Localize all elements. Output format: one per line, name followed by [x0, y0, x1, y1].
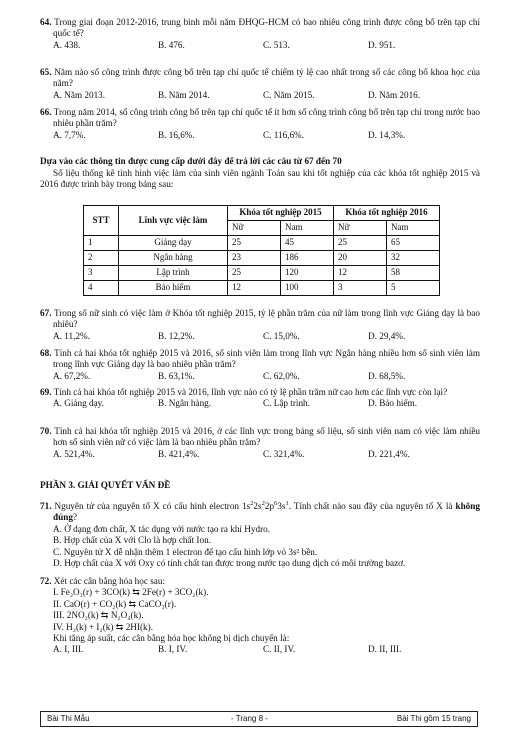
page-footer — [40, 711, 478, 727]
question-70: 70. Tính cả hai khóa tốt nghiệp 2015 và 2016, ở các lĩnh vực trong bảng số liệu, số sinh viên nam có việc làm nhiều hơn số sinh viên nữ có việc làm là bao nhiêu phần trăm? A. 521,4%. B. 421,4%. C. 321,4%. D. 221,4%. — [40, 426, 481, 459]
question-69: 69. Tính cả hai khóa tốt nghiệp 2015 và 2016, lĩnh vực nào có tỷ lệ phần trăm nữ cao hơn các lĩnh vực còn lại? A. Giảng dạy. B. Ngân hàng. C. Lập trình. D. Bảo hiểm. — [40, 387, 448, 409]
footer-right: Bài Thi gồm 15 trang — [396, 714, 471, 723]
table-row: 1 Giảng dạy 25 45 25 65 — [84, 236, 440, 251]
question-64: 64. Trong giai đoạn 2012-2016, trung bình mỗi năm ĐHQG-HCM có bao nhiêu công trình được công bố trên tạp chí quốc tế? A. 438. B. 476. C. 513. D. 951. — [40, 17, 480, 50]
section-intro: Số liệu thống kê tình hình việc làm của sinh viên ngành Toán sau khi tốt nghiệp của các khóa tốt nghiệp 2015 và 2016 được trình bày trong bảng sau: — [40, 168, 480, 190]
employment-table: STT Lĩnh vực việc làm Khóa tốt nghiệp 2015 Khóa tốt nghiệp 2016 Nữ Nam Nữ Nam 1 Giảng dạy 25 45 25 65 2 Ngân hàng 23 186 20 32 3 Lập trình 25 120 12 58 4 Bảo hiểm 12 100 3 5 — [83, 205, 440, 296]
footer-page-number: - Trang 8 - — [231, 714, 268, 723]
table-row: 3 Lập trình 25 120 12 58 — [84, 266, 440, 281]
part3-heading: PHẦN 3. GIẢI QUYẾT VẤN ĐỀ — [40, 480, 171, 490]
question-72: 72. Xét các cân bằng hóa học sau: I. Fe₂O₃(r) + 3CO(k) ⇆ 2Fe(r) + 3CO₂(k). II. CaO(r) + CO₂(k) ⇆ CaCO₃(r). III. 2NO₂(k) ⇆ N₂O₄(k). IV. H₂(k) + I₂(k) ⇆ 2HI(k). Khi tăng áp suất, các cân bằng hóa học không bị dịch chuyển là: A. I, III. B. I, IV. C. II, IV. D. II, III. — [40, 576, 402, 655]
question-71: 71. Nguyên tử của nguyên tố X có cấu hình electron $1s^22s^22p^63s^1$. Tính chất nào sau đây của nguyên tố X là không đúng? A. Ở dạng đơn chất, X tác dụng với nước tạo ra khí Hydro. B. Hợp chất của X với Clo là hợp chất Ion. C. Nguyên tử X dễ nhận thêm 1 electron để tạo cấu hình lớp vỏ 3s² bền. D. Hợp chất của X với Oxy có tính chất tan được trong nước tạo dung dịch có môi trường bazơ. — [40, 500, 480, 569]
footer-left: Bài Thi Mẫu — [47, 714, 90, 723]
question-66: 66. Trong năm 2014, số công trình công bố trên tạp chí quốc tế ít hơn số công trình công bố trên tạp chí trong nước bao nhiêu phần trăm? A. 7,7%. B. 16,6%. C. 116,6%. D. 14,3%. — [40, 107, 480, 140]
table-row: 2 Ngân hàng 23 186 20 32 — [84, 251, 440, 266]
question-68: 68. Tính cả hai khóa tốt nghiệp 2015 và 2016, số sinh viên làm trong lĩnh vực Ngân hàng nhiều hơn số sinh viên làm trong lĩnh vực Giảng dạy là bao nhiêu phần trăm? A. 67,2%. B. 63,1%. C. 62,0%. D. 68,5%. — [40, 348, 480, 381]
section-heading: Dựa vào các thông tin được cung cấp dưới đây để trả lời các câu từ 67 đến 70 — [40, 156, 342, 166]
question-65: 65. Năm nào số công trình được công bố trên tạp chí quốc tế chiếm tỷ lệ cao nhất trong số các công bố khoa học của năm? A. Năm 2013. B. Năm 2014. C. Năm 2015. D. Năm 2016. — [40, 67, 481, 100]
table-row: 4 Bảo hiểm 12 100 3 5 — [84, 281, 440, 296]
question-67: 67. Trong số nữ sinh có việc làm ở Khóa tốt nghiệp 2015, tỷ lệ phần trăm của nữ làm trong lĩnh vực Giảng dạy là bao nhiêu? A. 11,2%. B. 12,2%. C. 15,0%. D. 29,4%. — [40, 308, 480, 341]
